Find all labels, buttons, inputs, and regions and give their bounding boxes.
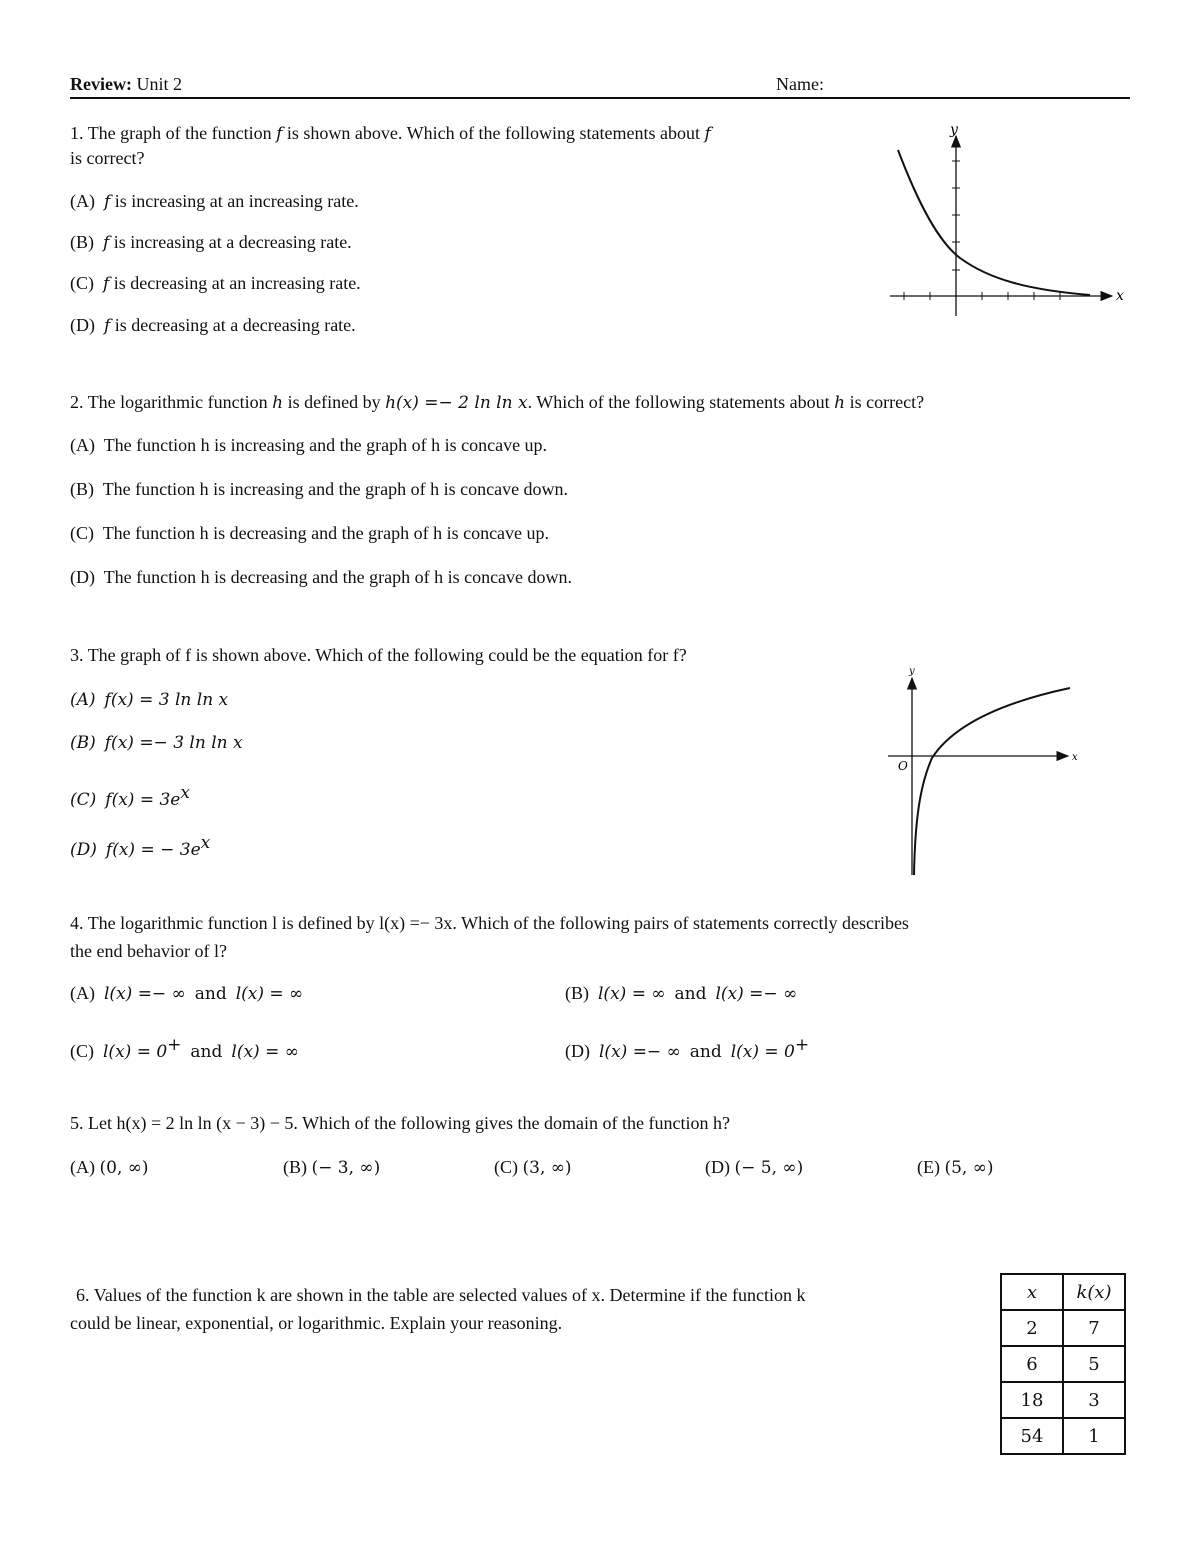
q3-option-a-letter: (A): [70, 690, 96, 710]
q2-option-c[interactable]: [70, 522, 549, 544]
q1-stem-line2: is correct?: [70, 148, 145, 168]
table-row: [1001, 1346, 1125, 1382]
q2-option-a-letter: (A): [70, 435, 95, 455]
q4-option-b-part2: l(x) =− ∞: [715, 984, 798, 1004]
q4-option-c-and: and: [190, 1042, 223, 1062]
q3-option-b-letter: (B): [70, 733, 96, 753]
q6-stem-text: Values of the function k are shown in the table are selected values of x. Determine if the function k: [93, 1285, 806, 1305]
q6-stem-line2: could be linear, exponential, or logarithmic. Explain your reasoning.: [70, 1313, 563, 1333]
table-cell-kx: 3: [1063, 1382, 1125, 1418]
q5-option-d-value: (− 5, ∞): [734, 1158, 804, 1178]
q3-option-d-eq: f(x) = − 3e: [105, 840, 201, 860]
q4-option-c-letter: (C): [70, 1041, 94, 1061]
q4-option-d-letter: (D): [565, 1041, 590, 1061]
q3-option-c-letter: (C): [70, 790, 97, 810]
q4-option-b-and: and: [674, 984, 707, 1004]
q4-option-c[interactable]: [70, 1034, 299, 1063]
q3-origin-label: O: [898, 759, 908, 773]
q1-option-d-var: f: [104, 316, 111, 336]
q1-option-a[interactable]: [70, 190, 359, 213]
q1-option-b-letter: (B): [70, 232, 94, 252]
q3-option-b-eq: f(x) =− 3 ln ln x: [104, 733, 243, 753]
q5-option-e[interactable]: [917, 1156, 994, 1179]
q2-stem-part3: . Which of the following statements about: [527, 392, 835, 412]
table-cell-x: 6: [1001, 1346, 1063, 1382]
q1-curve: [898, 150, 1090, 295]
table-cell-x: 2: [1001, 1310, 1063, 1346]
header-rule: [70, 97, 1130, 99]
q3-option-c[interactable]: [70, 782, 190, 811]
q2-option-d-letter: (D): [70, 567, 95, 587]
q3-option-a[interactable]: [70, 688, 228, 711]
q4-stem-line2: the end behavior of l?: [70, 941, 227, 961]
q3-curve: [914, 688, 1070, 875]
q1-option-c-var: f: [103, 274, 110, 294]
q4-option-d-part2: l(x) = 0: [730, 1042, 795, 1062]
q3-x-label: x: [1072, 752, 1078, 763]
q3-option-a-eq: f(x) = 3 ln ln x: [104, 690, 229, 710]
review-label: Review:: [70, 74, 132, 94]
q4-option-d[interactable]: [565, 1034, 809, 1063]
q1-option-c-text: is decreasing at an increasing rate.: [109, 273, 361, 293]
q4-stem-line1: [70, 912, 909, 934]
q1-option-d-letter: (D): [70, 315, 95, 335]
q4-option-c-part2: l(x) = ∞: [231, 1042, 299, 1062]
q3-graph: [880, 660, 1090, 882]
q4-option-d-and: and: [689, 1042, 722, 1062]
q2-option-c-letter: (C): [70, 523, 94, 543]
q5-number: 5.: [70, 1113, 84, 1133]
q5-option-b[interactable]: [283, 1156, 380, 1179]
table-header-x: x: [1001, 1274, 1063, 1310]
q4-option-a-letter: (A): [70, 983, 95, 1003]
q1-option-c-letter: (C): [70, 273, 94, 293]
q5-option-e-value: (5, ∞): [944, 1158, 994, 1178]
q1-option-c[interactable]: [70, 272, 361, 295]
q2-stem-part2: is defined by: [283, 392, 386, 412]
q4-option-d-sup: +: [794, 1035, 810, 1055]
q4-option-a[interactable]: [70, 982, 303, 1005]
k-values-table: [1000, 1273, 1126, 1455]
q1-var-f: f: [276, 124, 283, 144]
q1-var-f2: f: [704, 124, 711, 144]
table-header-row: [1001, 1274, 1125, 1310]
q1-graph: [880, 118, 1130, 323]
q1-option-a-var: f: [104, 192, 111, 212]
q3-option-d[interactable]: [70, 832, 210, 861]
q3-option-c-sup: x: [180, 783, 190, 803]
q5-option-d[interactable]: [705, 1156, 803, 1179]
table-cell-kx: 1: [1063, 1418, 1125, 1454]
q5-option-a[interactable]: [70, 1156, 149, 1179]
q5-option-a-letter: (A): [70, 1157, 95, 1177]
q4-option-c-part1: l(x) = 0: [103, 1042, 168, 1062]
q5-option-a-value: (0, ∞): [99, 1158, 149, 1178]
q2-option-b-text: The function h is increasing and the graph of h is concave down.: [102, 479, 569, 499]
q4-option-d-part1: l(x) =− ∞: [599, 1042, 681, 1062]
table-cell-kx: 5: [1063, 1346, 1125, 1382]
q5-option-e-letter: (E): [917, 1157, 940, 1177]
q2-option-a[interactable]: [70, 434, 547, 456]
q2-stem: [70, 391, 924, 414]
q3-stem-text: The graph of f is shown above. Which of the following could be the equation for f?: [87, 645, 687, 665]
q2-option-d[interactable]: [70, 566, 572, 588]
q1-option-d[interactable]: [70, 314, 356, 337]
q4-option-a-part2: l(x) = ∞: [235, 984, 304, 1004]
q6-stem-line1: [76, 1284, 805, 1306]
q1-option-d-text: is decreasing at a decreasing rate.: [110, 315, 356, 335]
q1-ticks: [904, 161, 1060, 300]
q2-stem-part4: is correct?: [845, 392, 925, 412]
q1-option-a-letter: (A): [70, 191, 95, 211]
q4-option-c-sup: +: [167, 1035, 182, 1055]
q2-option-b-letter: (B): [70, 479, 94, 499]
q4-stem-text: The logarithmic function l is defined by l(x) =− 3x. Which of the following pairs of statements correctly describes: [87, 913, 909, 933]
q3-option-c-eq: f(x) = 3e: [105, 790, 181, 810]
q1-stem-part2: is shown above. Which of the following statements about: [282, 123, 705, 143]
q1-option-b-text: is increasing at a decreasing rate.: [109, 232, 352, 252]
q2-var-h: h: [272, 393, 284, 413]
q5-option-d-letter: (D): [705, 1157, 730, 1177]
q1-stem-part1: The graph of the function: [87, 123, 277, 143]
q5-stem-text: Let h(x) = 2 ln ln (x − 3) − 5. Which of the following gives the domain of the function h?: [88, 1113, 730, 1133]
q4-option-a-and: and: [194, 984, 227, 1004]
q3-stem: [70, 644, 687, 666]
table-cell-x: 54: [1001, 1418, 1063, 1454]
q3-number: 3.: [70, 645, 84, 665]
q5-option-b-letter: (B): [283, 1157, 307, 1177]
q5-option-c[interactable]: [494, 1156, 572, 1179]
table-cell-x: 18: [1001, 1382, 1063, 1418]
table-row: [1001, 1310, 1125, 1346]
q1-option-b-var: f: [103, 233, 110, 253]
name-label: Name:: [776, 74, 824, 94]
q1-number: 1.: [70, 123, 84, 143]
review-unit: Unit 2: [136, 74, 182, 94]
table-cell-kx: 7: [1063, 1310, 1125, 1346]
q4-option-a-part1: l(x) =− ∞: [104, 984, 186, 1004]
q3-y-label: y: [909, 666, 915, 677]
q1-option-a-text: is increasing at an increasing rate.: [110, 191, 359, 211]
q2-stem-part1: The logarithmic function: [87, 392, 273, 412]
q6-number: 6.: [76, 1285, 90, 1305]
q3-option-d-sup: x: [200, 833, 211, 853]
q4-number: 4.: [70, 913, 84, 933]
q5-option-b-value: (− 3, ∞): [311, 1158, 381, 1178]
q2-option-c-text: The function h is decreasing and the graph of h is concave up.: [102, 523, 550, 543]
q5-option-c-letter: (C): [494, 1157, 518, 1177]
q4-option-b-letter: (B): [565, 983, 589, 1003]
q5-option-c-value: (3, ∞): [522, 1158, 572, 1178]
q4-option-b-part1: l(x) = ∞: [598, 984, 666, 1004]
q3-option-b[interactable]: [70, 731, 243, 754]
q2-formula: h(x) =− 2 ln ln x: [385, 393, 528, 413]
q1-y-label: y: [950, 122, 958, 138]
q1-x-label: x: [1116, 288, 1124, 304]
review-title: [70, 73, 182, 95]
table-row: [1001, 1418, 1125, 1454]
q5-stem: [70, 1112, 730, 1134]
q2-var-h2: h: [834, 393, 846, 413]
table-header-kx: k(x): [1063, 1274, 1125, 1310]
q1-stem-line1: [70, 122, 711, 145]
q2-number: 2.: [70, 392, 84, 412]
table-row: [1001, 1382, 1125, 1418]
q2-option-d-text: The function h is decreasing and the graph of h is concave down.: [103, 567, 573, 587]
q1-option-b[interactable]: [70, 231, 352, 254]
q4-option-b[interactable]: [565, 982, 797, 1005]
q2-option-a-text: The function h is increasing and the graph of h is concave up.: [103, 435, 548, 455]
q2-option-b[interactable]: [70, 478, 568, 500]
q3-option-d-letter: (D): [70, 840, 97, 860]
